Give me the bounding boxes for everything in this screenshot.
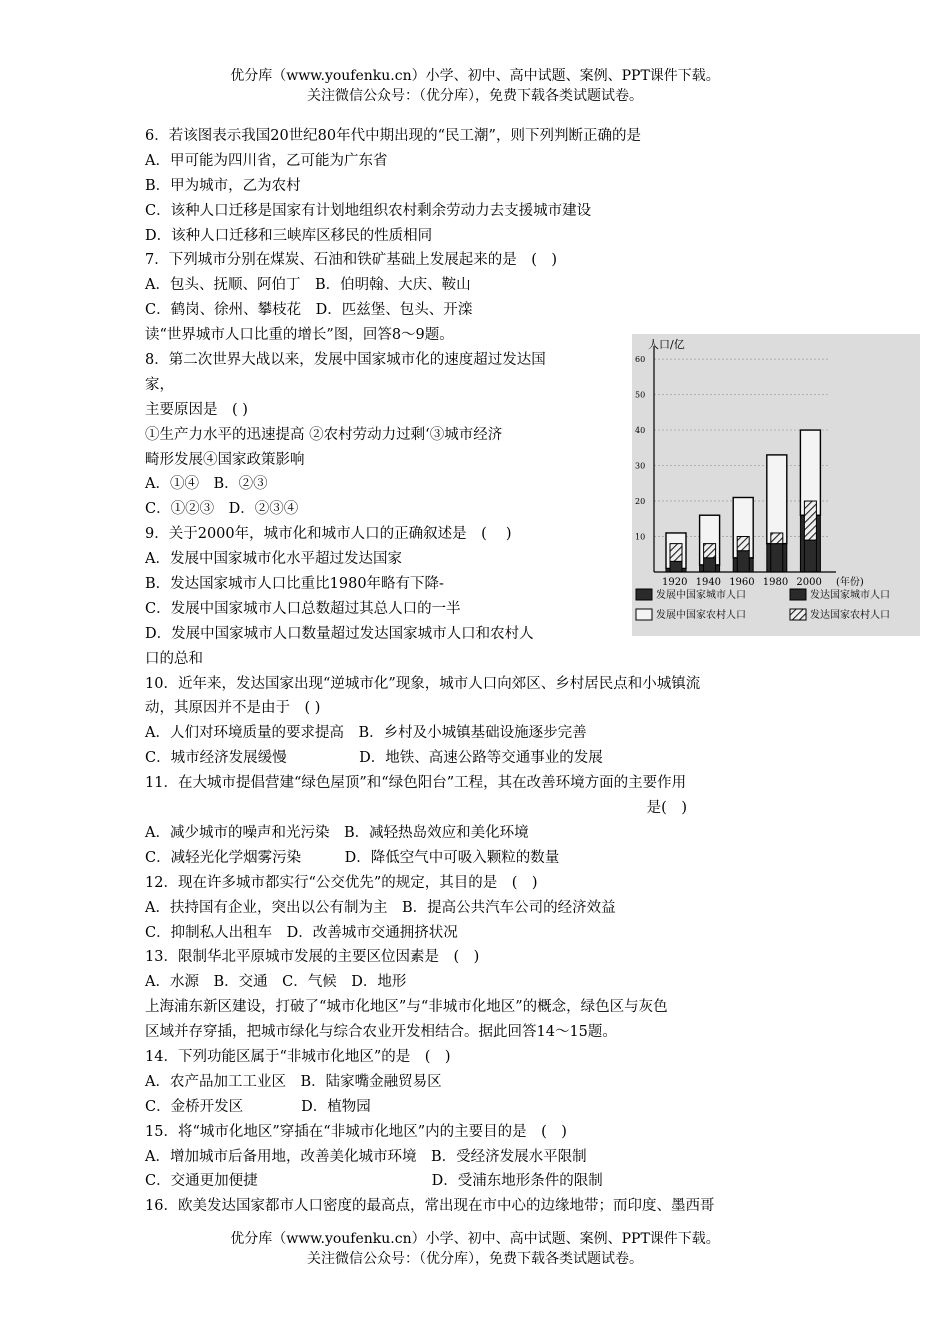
bar-developed-rural [670,544,682,562]
x-tick-label: 1960 [729,577,755,588]
bar-developed-urban [737,551,749,572]
text-line: A．甲可能为四川省，乙可能为广东省 [145,152,388,169]
text-line: C．交通更加便捷 D．受浦东地形条件的限制 [145,1173,603,1190]
text-line: A．人们对环境质量的要求提高 B．乡村及小城镇基础设施逐步完善 [145,725,587,742]
text-line: ①生产力水平的迅速提高 ②农村劳动力过剩‘③城市经济 [145,426,503,443]
text-line: 9．关于2000年，城市化和城市人口的正确叙述是 ( ) [145,526,512,543]
bar-developed-urban [670,561,682,572]
header-line-1: 优分库（www.youfenku.cn）小学、初中、高中试题、案例、PPT课件下载。 [230,68,720,84]
text-line: 动，其原因并不是由于 ( ) [145,700,321,717]
text-line: 主要原因是 ( ) [145,401,248,418]
footer-line-1: 优分库（www.youfenku.cn）小学、初中、高中试题、案例、PPT课件下载。 [230,1231,720,1247]
text-line: C．城市经济发展缓慢 D．地铁、高速公路等交通事业的发展 [145,750,603,767]
legend-swatch [790,609,806,620]
legend-label: 发展中国家农村人口 [656,610,746,621]
bar-developed-rural [704,544,716,558]
text-line: 是( ) [646,800,687,817]
y-tick-label: 50 [635,390,646,400]
legend-label: 发达国家农村人口 [810,610,890,621]
text-line: 16．欧美发达国家都市人口密度的最高点，常出现在市中心的边缘地带；而印度、墨西哥 [145,1198,715,1215]
text-line: C．减轻光化学烟雾污染 D．降低空气中可吸入颗粒的数量 [145,849,560,866]
y-tick-label: 20 [635,497,646,507]
x-tick-label: 1920 [662,577,688,588]
text-line: B．甲为城市，乙为农村 [145,177,301,194]
text-line: 12．现在许多城市都实行“公交优先”的规定，其目的是 ( ) [145,874,538,891]
legend-swatch [636,589,652,600]
text-line: A．扶持国有企业，突出以公有制为主 B．提高公共汽车公司的经济效益 [145,899,616,916]
text-line: A．农产品加工工业区 B．陆家嘴金融贸易区 [145,1073,442,1090]
legend-label: 发达国家城市人口 [810,590,890,601]
text-line: C．抑制私人出租车 D．改善城市交通拥挤状况 [145,924,458,941]
header-line-2: 关注微信公众号：（优分库），免费下载各类试题试卷。 [307,88,643,104]
x-axis-label: (年份) [836,577,864,588]
legend-label: 发展中国家城市人口 [656,590,746,601]
text-line: 13．限制华北平原城市发展的主要区位因素是 ( ) [145,949,480,966]
text-line: 11．在大城市提倡营建“绿色屋顶”和“绿色阳台”工程，其在改善环境方面的主要作用 [145,775,687,792]
text-line: D．发展中国家城市人口数量超过发达国家城市人口和农村人 [145,625,534,642]
text-line: A．包头、抚顺、阿伯丁 B．伯明翰、大庆、鞍山 [145,277,471,294]
chart-svg [632,334,920,636]
text-line: 上海浦东新区建设，打破了“城市化地区”与“非城市化地区”的概念，绿色区与灰色 [145,999,668,1016]
bar-developed-rural [804,501,816,540]
text-line: 读“世界城市人口比重的增长”图，回答8～9题。 [145,327,454,344]
text-line: B．发达国家城市人口比重比1980年略有下降- [145,576,444,593]
legend-swatch [790,589,806,600]
bar-developed-urban [704,558,716,572]
y-tick-label: 40 [635,426,646,436]
text-line: A．①④ B．②③ [145,476,268,493]
bar-developed-rural [771,533,783,544]
text-line: 10．近年来，发达国家出现“逆城市化”现象，城市人口向郊区、乡村居民点和小城镇流 [145,675,701,692]
bar-developed-urban [771,544,783,572]
text-line: A．发展中国家城市化水平超过发达国家 [145,551,402,568]
y-axis-label: 人口/亿 [648,338,685,351]
bar-developing-rural [767,455,787,544]
text-line: 14．下列功能区属于“非城市化地区”的是 ( ) [145,1048,451,1065]
y-tick-label: 10 [635,532,646,542]
bar-developed-urban [804,540,816,572]
question-body [145,124,813,1219]
text-line: 口的总和 [145,650,203,667]
text-line: A．增加城市后备用地，改善美化城市环境 B．受经济发展水平限制 [145,1148,587,1165]
x-tick-label: 1980 [762,577,789,588]
legend-swatch [636,609,652,620]
text-line: 8．第二次世界大战以来，发展中国家城市化的速度超过发达国 [145,352,546,369]
footer-line-2: 关注微信公众号：（优分库），免费下载各类试题试卷。 [307,1251,643,1267]
text-line: C．①②③ D．②③④ [145,501,299,518]
text-line: 7．下列城市分别在煤炭、石油和铁矿基础上发展起来的是 ( ) [145,252,558,269]
text-line: 畸形发展④国家政策影响 [145,451,305,468]
x-tick-label: 1940 [695,577,722,588]
x-tick-label: 2000 [796,577,822,588]
text-line: D．该种人口迁移和三峡库区移民的性质相同 [145,227,433,244]
y-tick-label: 30 [635,461,646,471]
text-line: 6．若该图表示我国20世纪80年代中期出现的“民工潮”，则下列判断正确的是 [145,128,641,144]
text-line: 区域并存穿插，把城市绿化与综合农业开发相结合。据此回答14～15题。 [145,1024,617,1041]
text-line: A．水源 B．交通 C．气候 D．地形 [145,974,407,991]
page-footer [0,1229,950,1269]
text-line: 15．将“城市化地区”穿插在“非城市化地区”内的主要目的是 ( ) [145,1123,567,1140]
y-tick-label: 60 [635,355,646,365]
page-header [0,66,950,106]
urban-population-chart [632,334,920,636]
text-line: A．减少城市的噪声和光污染 B．减轻热岛效应和美化环境 [145,824,529,841]
bar-developed-rural [737,537,749,551]
text-line: C．该种人口迁移是国家有计划地组织农村剩余劳动力去支援城市建设 [145,202,592,219]
text-line: C．金桥开发区 D．植物园 [145,1098,371,1115]
text-line: C．鹤岗、徐州、攀枝花 D．匹兹堡、包头、开滦 [145,302,473,319]
text-line: C．发展中国家城市人口总数超过其总人口的一半 [145,600,461,617]
text-line: 家， [145,376,174,393]
